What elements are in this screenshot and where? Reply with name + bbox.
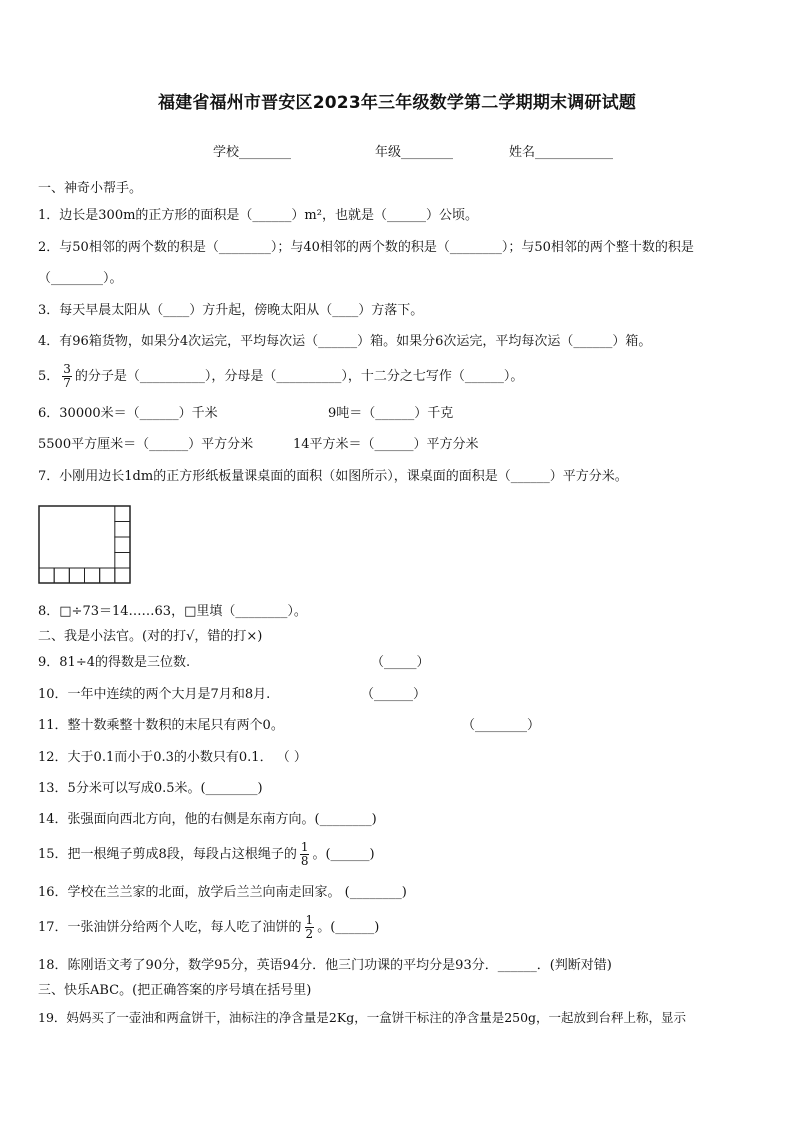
- question-1: 1．边长是300m的正方形的面积是（______）m²，也就是（______）公顷。: [38, 208, 478, 223]
- question-9-answer-blank: （_____）: [371, 655, 430, 670]
- question-13: 13．5分米可以写成0.5米。(________): [38, 781, 263, 796]
- question-3: 3．每天早晨太阳从（____）方升起，傍晚太阳从（____）方落下。: [38, 303, 424, 318]
- fraction-numerator: 3: [63, 362, 71, 376]
- section-heading-1: 一、神奇小帮手。: [38, 181, 143, 196]
- grid-square: [115, 522, 130, 538]
- question-6b: 9吨＝（______）千克: [328, 406, 454, 421]
- grid-square: [100, 568, 115, 583]
- question-16: 16．学校在兰兰家的北面，放学后兰兰向南走回家。 (________): [38, 885, 407, 900]
- question-15-suffix: 。(______): [312, 847, 375, 862]
- question-15: [38, 840, 375, 870]
- question-15-text: 15．把一根绳子剪成8段，每段占这根绳子的: [38, 847, 297, 862]
- grid-square: [115, 537, 130, 553]
- question-11-answer-blank: （________）: [462, 718, 541, 733]
- fraction-1-8: [300, 841, 310, 868]
- question-6d: 14平方米＝（______）平方分米: [293, 437, 479, 452]
- fraction-numerator: 1: [305, 913, 314, 927]
- question-14: 14．张强面向西北方向，他的右侧是东南方向。(________): [38, 812, 377, 827]
- fraction-3-7: [62, 363, 72, 390]
- question-2-continued: （________）。: [38, 271, 123, 286]
- question-7: 7．小刚用边长1dm的正方形纸板量课桌面的面积（如图所示），课桌面的面积是（______）平方分米。: [38, 469, 628, 484]
- school-field: 学校________: [213, 145, 292, 160]
- question-17: [38, 913, 379, 943]
- question-2: 2．与50相邻的两个数的积是（________）；与40相邻的两个数的积是（________）；与50相邻的两个整十数的积是: [38, 240, 694, 255]
- fraction-denominator: 7: [63, 376, 71, 390]
- name-field: 姓名____________: [509, 145, 614, 160]
- grid-square: [115, 568, 130, 583]
- grade-field: 年级________: [375, 145, 454, 160]
- grid-square: [39, 568, 54, 583]
- grid-square: [85, 568, 100, 583]
- question-17-text: 17．一张油饼分给两个人吃，每人吃了油饼的: [38, 920, 302, 935]
- fraction-denominator: 8: [300, 854, 309, 868]
- question-18: 18．陈刚语文考了90分，数学95分，英语94分．他三门功课的平均分是93分．______．(判断对错): [38, 958, 612, 973]
- desk-area-grid-figure: [38, 505, 132, 585]
- section-heading-3: 三、快乐ABC。(把正确答案的序号填在括号里): [38, 983, 312, 998]
- grid-square: [54, 568, 69, 583]
- question-4: 4．有96箱货物，如果分4次运完，平均每次运（______）箱。如果分6次运完，平均每次运（______）箱。: [38, 334, 652, 349]
- question-5-text: 的分子是（__________），分母是（__________），十二分之七写作（______）。: [74, 369, 524, 384]
- fraction-denominator: 2: [305, 927, 314, 941]
- exam-title: 福建省福州市晋安区2023年三年级数学第二学期期末调研试题: [157, 93, 637, 113]
- question-8: 8．□÷73＝14……63，□里填（________）。: [38, 604, 307, 619]
- grid-square: [115, 553, 130, 569]
- question-10-answer-blank: （______）: [361, 687, 427, 702]
- question-5-number: 5．: [38, 369, 60, 384]
- section-heading-2: 二、我是小法官。(对的打√，错的打×): [38, 629, 263, 644]
- question-12: 12．大于0.1而小于0.3的小数只有0.1． （ ）: [38, 750, 307, 765]
- question-6c: 5500平方厘米＝（______）平方分米: [38, 437, 254, 452]
- fraction-1-2: [305, 914, 315, 941]
- question-5: [38, 362, 523, 392]
- question-19: 19．妈妈买了一壶油和两盒饼干，油标注的净含量是2Kg，一盒饼干标注的净含量是250g，一起放到台秤上称，显示: [38, 1010, 687, 1025]
- fraction-numerator: 1: [300, 840, 309, 854]
- question-11: 11．整十数乘整十数积的末尾只有两个0。: [38, 718, 284, 733]
- question-9: 9．81÷4的得数是三位数.: [38, 655, 191, 670]
- grid-square: [115, 506, 130, 522]
- question-6a: 6．30000米＝（______）千米: [38, 406, 218, 421]
- grid-square: [69, 568, 84, 583]
- question-10: 10．一年中连续的两个大月是7月和8月.: [38, 687, 271, 702]
- question-17-suffix: 。(______): [317, 920, 380, 935]
